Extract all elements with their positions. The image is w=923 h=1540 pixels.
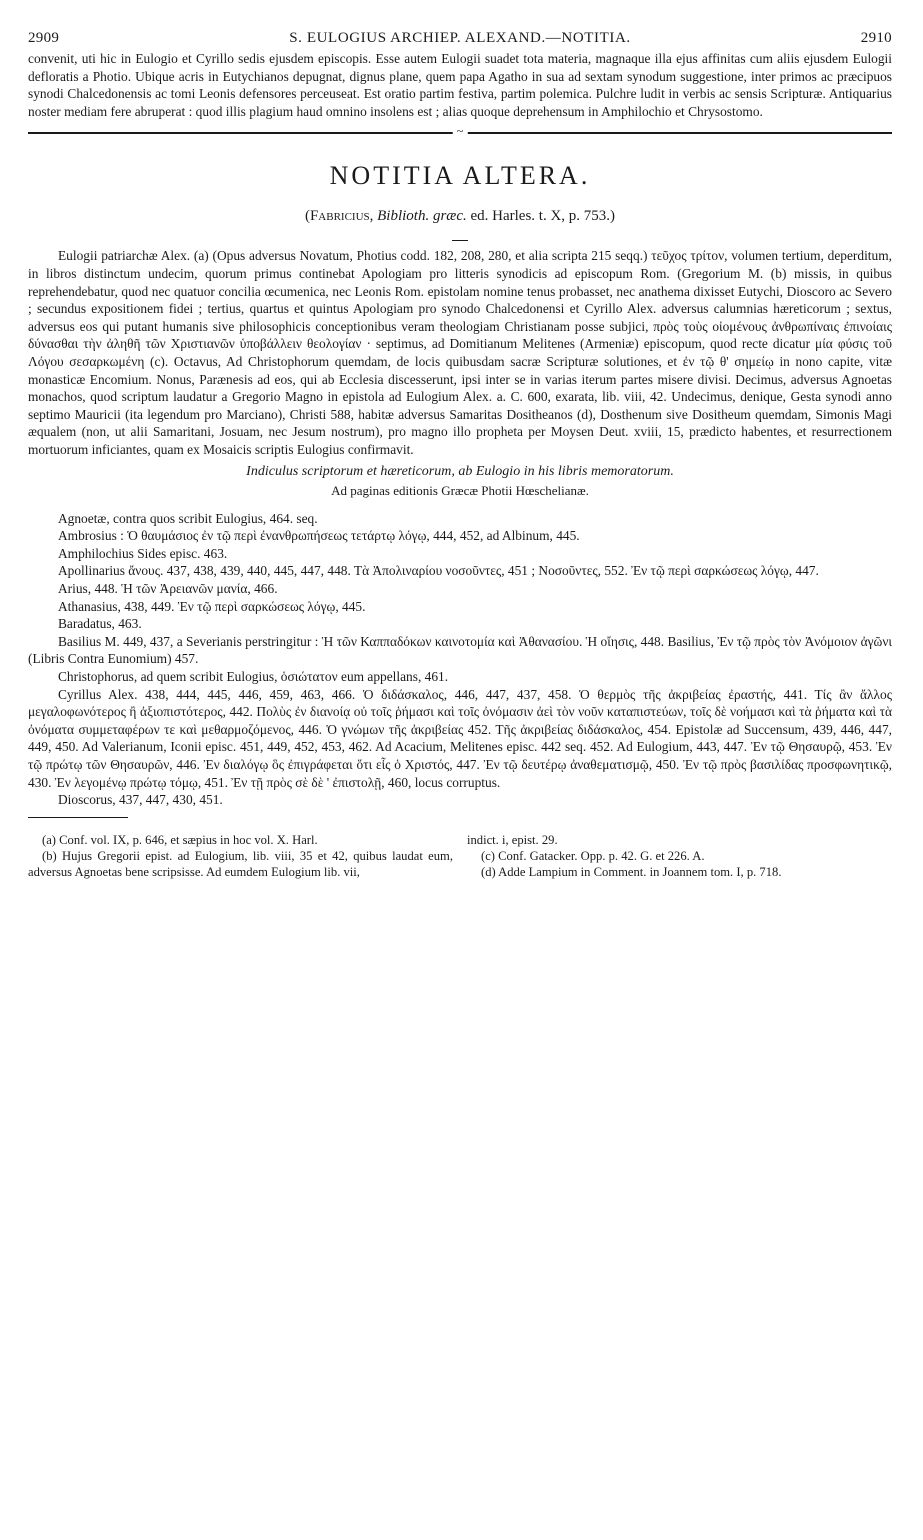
footnote-continuation: indict. i, epist. 29. xyxy=(467,832,558,847)
index-entry: Arius, 448. Ἡ τῶν Ἀρειανῶν μανία, 466. xyxy=(58,581,278,597)
index-entry: Amphilochius Sides episc. 463. xyxy=(58,545,228,561)
index-entry: Cyrillus Alex. 438, 444, 445, 446, 459, 463, 466. Ὁ διδάσκαλος, 446, 447, 437, 458. Ὁ θερμὸς τῆς ἀκριβείας ἐραστής, 441. Τίς ἂν ἄλλος μεγαλοφωνότερος ἢ ἀξιοπιστότερος, 442. Πολὺς ἐν διανοίᾳ οὐ τοῖς ῥήμασι καὶ τοῖς ὀνόμασιν ἀεὶ τὸν νοῦν καταπιστεύων, τοῖς δὲ νοήμασι καὶ τὰ ῥήματα καὶ τὰ ὀνόματα συμμεταφέρων τε καὶ μεθαρμοζόμενος, 446. Ὁ γνώμων τῆς ἀκριβείας 452. Τῆς ἀκριβείας διδάσκαλος, 454. Epistolæ ad Succensum, 439, 446, 447, 449, 450. Ad Valerianum, Iconii episc. 451, 449, 452, 453, 462. Ad Acacium, Melitenes episc. 442 seq. 452. Ad Eulogium, 443, 447. Ἐν τῷ Θησαυρῷ, 453. Ἐν τῷ πρώτῳ τῶν Θησαυρῶν, 446. Ἐν διαλόγῳ ὃς ἐπιγράφεται ὅτι εἷς ὁ Χριστός, 447. Ἐν τῷ δευτέρῳ ἀναθεματισμῷ, 450. Ἐν τῷ πρὸς βασιλίδας προσφωνητικῷ, 430. Ἐν λεγομένῳ πρώτῳ τόμῳ, 451. Ἐν τῇ πρὸς σὲ δὲ ' ἐπιστολῇ, 460, locus corruptus. xyxy=(28,686,892,790)
footnotes-left-column xyxy=(28,832,453,880)
left-page-number: 2909 xyxy=(28,30,60,46)
index-entry: Athanasius, 438, 449. Ἐν τῷ περὶ σαρκώσεως λόγῳ, 445. xyxy=(58,598,366,614)
footnote-rule xyxy=(28,817,128,818)
footnote: (a) Conf. vol. IX, p. 646, et sæpius in hoc vol. X. Harl. xyxy=(42,832,318,847)
footnote: (c) Conf. Gatacker. Opp. p. 42. G. et 226. A. xyxy=(481,848,705,863)
index-subtitle: Ad paginas editionis Græcæ Photii Hœschelianæ. xyxy=(331,483,589,499)
footnote: (b) Hujus Gregorii epist. ad Eulogium, lib. viii, 35 et 42, quibus laudat eum, adversus Agnoetas bene scripsisse. Ad eumdem Eulogium lib. vii, xyxy=(28,848,453,879)
footnote: (d) Adde Lampium in Comment. in Joannem tom. I, p. 718. xyxy=(481,864,782,879)
index-entry: Dioscorus, 437, 447, 430, 451. xyxy=(58,792,223,808)
footnotes xyxy=(28,832,892,880)
source-author: Fabricius xyxy=(309,208,370,225)
section-divider xyxy=(28,122,892,142)
index-title: Indiculus scriptorum et hæreticorum, ab Eulogio in his libris memoratorum. xyxy=(246,463,674,479)
running-header xyxy=(28,30,892,50)
index-list xyxy=(28,510,892,809)
index-entry: Ambrosius : Ὁ θαυμάσιος ἐν τῷ περὶ ἐνανθρωπήσεως τετάρτῳ λόγῳ, 444, 452, ad Albinum, 445. xyxy=(58,528,580,544)
intro-paragraph: convenit, uti hic in Eulogio et Cyrillo sedis ejusdem episcopis. Esse autem Eulogii suadet tota materia, magnaque illa ejus affinitas cum aliis ejusdem Eulogii defloratis a Photio. Ubique acris in Eutychianos depugnat, dignus plane, quem papa Agatho in sua ad sextam synodum suggestione, inter primos ac præcipuos synodi Chalcedonensis ac tomi Leonis defensores perceuseat. Est oratio partim festiva, partim polemica. Pulchre ludit in verbis ac sensis Scripturæ. Antiquarius noster mediam fere abruperat : quod illis plagium haud omnino insolens est ; alias quoque deprehensum in Amphilochio et Chrysostomo. xyxy=(28,51,892,119)
running-title: S. EULOGIUS ARCHIEP. ALEXAND.—NOTITIA. xyxy=(289,30,631,46)
footnotes-right-column xyxy=(467,832,892,880)
document-page xyxy=(28,30,892,1520)
source-open-paren: ( xyxy=(304,208,310,225)
index-entry: Apollinarius ἄνους. 437, 438, 439, 440, 445, 447, 448. Τὰ Ἀπολιναρίου νοσοῦντες, 451 ; Νοσοῦντες, 552. Ἐν τῷ περὶ σαρκώσεως λόγῳ, 447. xyxy=(58,563,819,579)
index-entry: Baradatus, 463. xyxy=(58,616,142,632)
index-entry: Christophorus, ad quem scribit Eulogius, ὁσιώτατον eum appellans, 461. xyxy=(58,669,449,685)
section-title: NOTITIA ALTERA. xyxy=(329,161,591,191)
source-rest: ed. Harles. t. X, p. 753.) xyxy=(470,208,616,225)
right-page-number: 2910 xyxy=(860,30,892,46)
short-dash xyxy=(452,240,468,241)
source-citation xyxy=(28,206,892,226)
source-comma: , xyxy=(369,208,374,225)
index-entry: Agnoetæ, contra quos scribit Eulogius, 464. seq. xyxy=(58,510,318,526)
divider-ornament: ~ xyxy=(453,124,468,138)
source-work: Biblioth. græc. xyxy=(377,208,467,225)
index-entry: Basilius M. 449, 437, a Severianis perstringitur : Ἡ τῶν Καππαδόκων καινοτομία καὶ Ἀθανασίου. Ἡ οἴησις, 448. Basilius, Ἐν τῷ πρὸς τὸν Ἀνόμοιον ἀγῶνι (Libris Contra Eunomium) 457. xyxy=(28,633,892,667)
body-paragraph: Eulogii patriarchæ Alex. (a) (Opus adversus Novatum, Photius codd. 182, 208, 280, et alia scripta 215 seqq.) τεῦχος τρίτον, volumen tertium, deperditum, in libros distinctum undecim, quorum primus continebat Apologiam pro litteris synodicis ad episcopum Rom. (Gregorium M. (b) missis, in quibus reprehendebatur, quod nec quatuor concilia œcumenica, nec Leonis Rom. epistolam nomine tenus probasset, nec anathema dixisset Eutychi, Dioscoro ac Severo ; secundus expositionem fidei ; tertius, quartus et quintus Apologiam pro synodo Chalcedonensi et Cyrillo Alex. adversus calumnias hæreticorum ; sextus, adversus eos qui putant humanis sive philosophicis conceptionibus veram theologiam Christianam posse subjici, πρὸς τοὺς οἰομένους ἀνθρωπίναις ἐπινοίαις δύνασθαι τὴν ἀληθῆ τῶν Χριστιανῶν ὑποβάλλειν θεολογίαν · septimus, ad Domitianum Melitenes (Armeniæ) episcopum, quod recte dicatur μία φύσις τοῦ Λόγου σεσαρκωμένη (c). Octavus, Ad Christophorum quemdam, de locis quibusdam sacræ Scripturæ solutiones, et ἐν τῷ θ' σημείῳ in nono capite, vitæ monasticæ Encomium. Nonus, Parænesis ad eos, qui ab Ecclesia discesserunt, ipsi inter se in varias iterum partes misere divisi. Decimus, adversus Agnoetas monachos, quod scriptum laudatur a Gregorio Magno in epistola ad Eulogium Alex. a. C. 600, exarata, lib. viii, 42. Undecimus, denique, Gesta synodi anno septimo Mauricii (ita legendum pro Marciano), Christi 588, habitæ adversus Samaritas Dositheanos (d), Dosthenum sive Dositheum quemdam, Simonis Magi æqualem (non, ut alii Samaritani, Josuam, nec Jesum nostrum), pro magno illo propheta per Moysen Deut. xviii, 15, prædicto habentes, et resurrectionem mortuorum inficiantes, quam ex Mosaicis scriptis Eulogius confirmavit. xyxy=(28,248,892,457)
